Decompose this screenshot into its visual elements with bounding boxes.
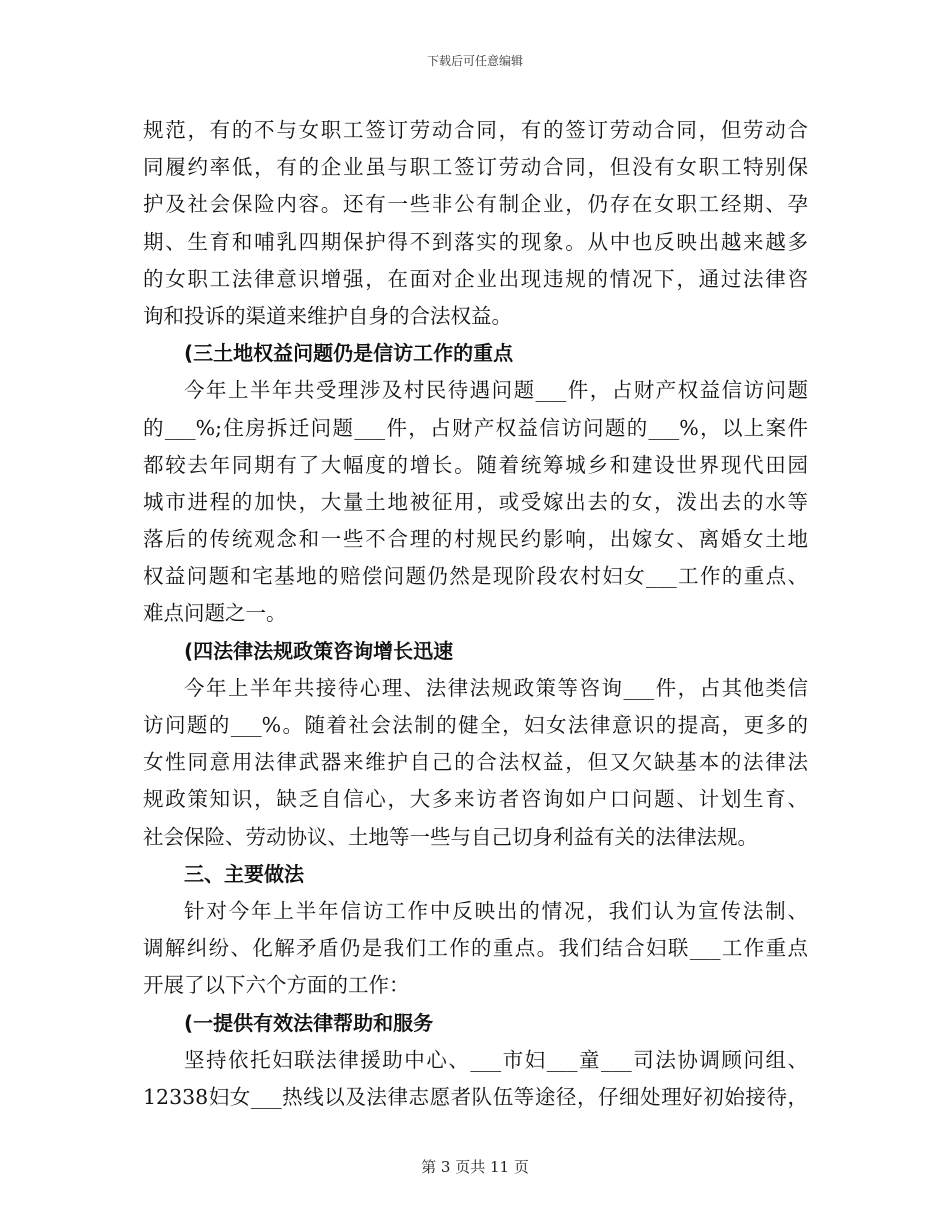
- paragraph-line: 12338妇女___热线以及法律志愿者队伍等途径，仔细处理好初始接待，: [143, 1084, 808, 1109]
- paragraph-line: 女性同意用法律武器来维护自己的合法权益，但又欠缺基本的法律法: [143, 750, 808, 775]
- section-heading: (三土地权益问题仍是信访工作的重点: [184, 341, 514, 366]
- section-heading: (一提供有效法律帮助和服务: [184, 1010, 434, 1035]
- paragraph-line: 今年上半年共接待心理、法律法规政策等咨询___件，占其他类信: [184, 675, 808, 700]
- paragraph-line: 询和投诉的渠道来维护自身的合法权益。: [143, 303, 512, 328]
- paragraph-line: 调解纠纷、化解矛盾仍是我们工作的重点。我们结合妇联___工作重点: [143, 936, 808, 961]
- paragraph-line: 社会保险、劳动协议、土地等一些与自己切身利益有关的法律法规。: [143, 824, 758, 849]
- paragraph-line: 针对今年上半年信访工作中反映出的情况，我们认为宣传法制、: [184, 898, 808, 923]
- document-body: [143, 112, 808, 1116]
- paragraph-line: 的___%;住房拆迁问题___件，占财产权益信访问题的___%，以上案件: [143, 415, 808, 440]
- paragraph-line: 落后的传统观念和一些不合理的村规民约影响，出嫁女、离婚女土地: [143, 527, 808, 552]
- paragraph-line: 规范，有的不与女职工签订劳动合同，有的签订劳动合同，但劳动合: [143, 118, 808, 142]
- section-heading: (四法律法规政策咨询增长迅速: [184, 638, 454, 663]
- page-header: 下载后可任意编辑: [426, 54, 523, 68]
- paragraph-line: 的女职工法律意识增强，在面对企业出现违规的情况下，通过法律咨: [143, 266, 808, 291]
- paragraph-line: 期、生育和哺乳四期保护得不到落实的现象。从中也反映出越来越多: [143, 229, 808, 254]
- section-heading: 三、主要做法: [184, 861, 304, 886]
- paragraph-line: 同履约率低，有的企业虽与职工签订劳动合同，但没有女职工特别保: [143, 155, 808, 180]
- paragraph-line: 访问题的___%。随着社会法制的健全，妇女法律意识的提高，更多的: [143, 713, 808, 737]
- paragraph-line: 难点问题之一。: [143, 601, 287, 626]
- paragraph-line: 都较去年同期有了大幅度的增长。随着统筹城乡和建设世界现代田园: [143, 452, 808, 477]
- paragraph-line: 开展了以下六个方面的工作：: [143, 973, 410, 998]
- paragraph-line: 城市进程的加快，大量土地被征用，或受嫁出去的女，泼出去的水等: [143, 489, 808, 514]
- paragraph-line: 规政策知识，缺乏自信心，大多来访者咨询如户口问题、计划生育、: [143, 787, 808, 812]
- page-footer: 第 3 页共 11 页: [421, 1158, 529, 1176]
- paragraph-line: 坚持依托妇联法律援助中心、___市妇___童___司法协调顾问组、: [184, 1047, 808, 1072]
- paragraph-line: 今年上半年共受理涉及村民待遇问题___件，占财产权益信访问题: [184, 378, 808, 403]
- paragraph-line: 护及社会保险内容。还有一些非公有制企业，仍存在女职工经期、孕: [143, 192, 808, 217]
- paragraph-line: 权益问题和宅基地的赔偿问题仍然是现阶段农村妇女___工作的重点、: [143, 564, 808, 589]
